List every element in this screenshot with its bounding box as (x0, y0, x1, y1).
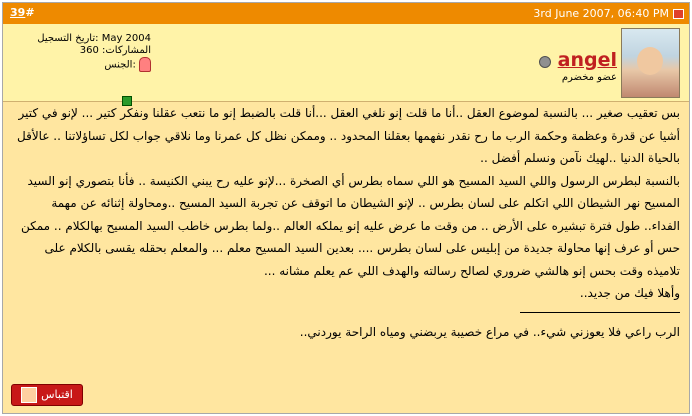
post-number (10, 6, 35, 19)
post-paragraph-3: وأهلا فيك من جديد.. (579, 286, 680, 300)
quote-button[interactable] (11, 384, 83, 406)
post-paragraph-1: بس تعقيب صغير ... بالنسبة لموضوع العقل ..أنا ما قلت إنو نلغي العقل ...أنا قلت بالضبط إنو ما نتعب عقلنا ونفكر كتير ... لإنو في كتير أشيا عن قدرة وعظمة وحكمة الرب ما رح نقدر نفهمها بعقلنا المحدود .. وممكن نظل كل عمرنا وما نلاقي جواب لكل تساؤلاتنا .. عالأقل بالحياة الدنيا ..لهيك نآمن ونسلم أفضل .. (17, 106, 680, 165)
signature: الرب راعي فلا يعوزني شيء.. في مراع خصيبة يربضني ومياه الراحة يوردني.. (299, 324, 680, 339)
post-number-link[interactable]: 39 (10, 6, 26, 19)
gender-label: الجنس: (104, 59, 136, 71)
post-header (3, 3, 689, 24)
registration-date: تاريخ التسجيل: May 2004 (37, 33, 151, 44)
status-offline-icon (539, 56, 551, 68)
user-title: عضو مخضرم (561, 72, 617, 83)
post-paragraph-2: بالنسبة لبطرس الرسول واللي السيد المسيح هو اللي سماه بطرس أي الصخرة ...لإنو عليه رح يبني الكنيسة .. فأنا بتصوري إنو السيد المسيح نهر الشيطان اللي اتكلم على لسان بطرس .. لإنو الشيطان ما اتوقف عن تجربة السيد المسيح ..ومحاولة إثنائه عن مهمة الفداء.. طول فترة تبشيره على الأرض .. من وقت ما عرض عليه إنو يملكه العالم ..ولما بطرس خاطب السيد المسيح بهالكلام .. ممكن حس أو عرف إنها محاولة جديدة من إبليس على لسان بطرس .... بعدين السيد المسيح معلم ... والمعلم بحقله يقسى بالكلام على تلاميذه وقت بحس إنو هالشي ضروري لصالح رسالته والهدف اللي عم يعلم مشانه ... (20, 173, 680, 278)
user-stats (11, 33, 151, 72)
post-footer (3, 376, 689, 413)
user-info-bar (3, 24, 689, 102)
quote-icon (21, 387, 37, 403)
post-body (3, 102, 689, 372)
quote-label: اقتباس (41, 388, 73, 401)
username-link[interactable]: angel (557, 49, 617, 71)
post-number-hash: # (25, 6, 35, 19)
avatar[interactable] (621, 28, 680, 98)
forum-post (2, 2, 690, 414)
signature-divider (520, 312, 680, 313)
avatar-face (637, 47, 663, 75)
gender-row (11, 57, 151, 72)
post-icon (673, 9, 684, 19)
female-gender-icon (139, 57, 151, 72)
post-count: المشاركات: 360 (79, 45, 151, 56)
post-date: 3rd June 2007, 06:40 PM (533, 7, 669, 20)
